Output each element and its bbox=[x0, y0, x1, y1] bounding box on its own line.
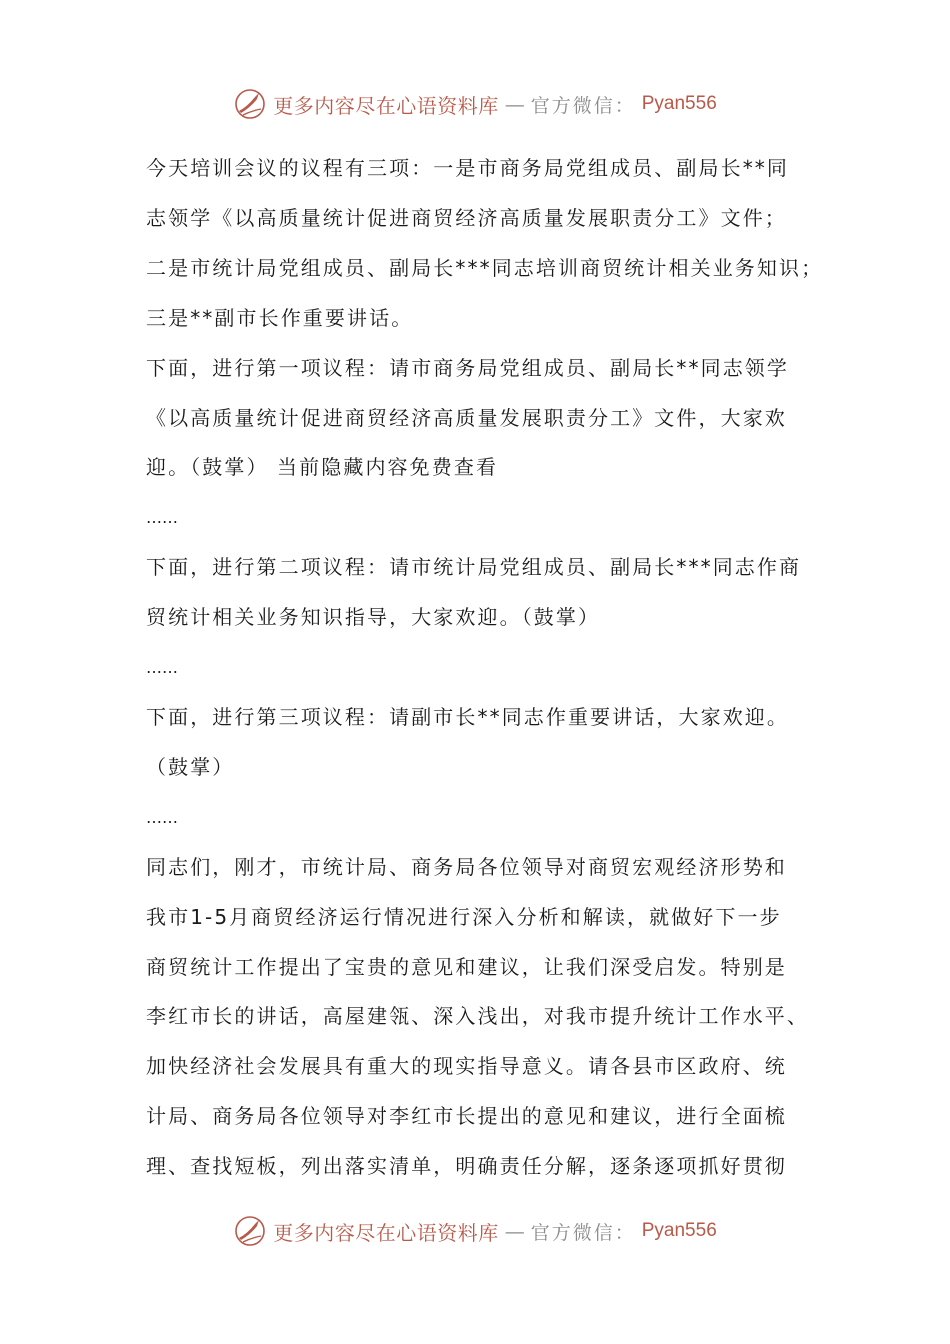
text-line: 计局、商务局各位领导对李红市长提出的意见和建议，进行全面梳 bbox=[146, 1104, 787, 1129]
text-line: 志领学《以高质量统计促进商贸经济高质量发展职责分工》文件； bbox=[146, 205, 787, 230]
text-line: 下面，进行第三项议程：请副市长**同志作重要讲话，大家欢迎。 bbox=[146, 704, 789, 729]
text-line: 贸统计相关业务知识指导，大家欢迎。（鼓掌） bbox=[146, 605, 601, 630]
watermark-label: 官方微信： bbox=[530, 94, 636, 117]
watermark-separator: — bbox=[504, 92, 525, 116]
paragraph-agenda-item-1 bbox=[146, 344, 818, 494]
text-line: 加快经济社会发展具有重大的现实指导意义。请各县市区政府、统 bbox=[146, 1054, 787, 1079]
text-line: 同志们，刚才，市统计局、商务局各位领导对商贸宏观经济形势和 bbox=[146, 854, 787, 879]
text-line: 李红市长的讲话，高屋建瓴、深入浅出，对我市提升统计工作水平、 bbox=[146, 1004, 809, 1029]
footer-watermark bbox=[0, 1211, 950, 1251]
text-line: 下面，进行第二项议程：请市统计局党组成员、副局长***同志作商 bbox=[146, 555, 802, 580]
ellipsis-line: …… bbox=[146, 658, 178, 678]
text-line: 商贸统计工作提出了宝贵的意见和建议，让我们深受启发。特别是 bbox=[146, 954, 787, 979]
paragraph-agenda-item-3 bbox=[146, 693, 818, 793]
watermark-separator: — bbox=[504, 1219, 525, 1243]
watermark-wechat-id: Pyan556 bbox=[641, 93, 717, 114]
watermark-wechat-id: Pyan556 bbox=[641, 1220, 717, 1241]
ellipsis-line: …… bbox=[146, 807, 178, 827]
paragraph-agenda-overview bbox=[146, 144, 824, 344]
text-line: （鼓掌） bbox=[146, 754, 235, 779]
pen-logo-icon bbox=[233, 1214, 267, 1248]
header-watermark bbox=[0, 84, 950, 124]
text-line: 三是**副市长作重要讲话。 bbox=[146, 305, 414, 330]
paragraph-summary bbox=[146, 843, 818, 1192]
text-line: 下面，进行第一项议程：请市商务局党组成员、副局长**同志领学 bbox=[146, 355, 789, 380]
watermark-text: 更多内容尽在心语资料库 bbox=[273, 1220, 499, 1245]
text-line: 二是市统计局党组成员、副局长***同志培训商贸统计相关业务知识； bbox=[146, 255, 824, 280]
text-line: 今天培训会议的议程有三项：一是市商务局党组成员、副局长**同 bbox=[146, 156, 789, 180]
watermark-text: 更多内容尽在心语资料库 bbox=[273, 93, 499, 118]
text-line: 我市1-5月商贸经济运行情况进行深入分析和解读，就做好下一步 bbox=[146, 904, 782, 929]
paragraph-agenda-item-2 bbox=[146, 543, 818, 643]
text-line: 迎。（鼓掌） 当前隐藏内容免费查看 bbox=[146, 455, 499, 480]
document-body bbox=[146, 144, 824, 1192]
watermark-label: 官方微信： bbox=[530, 1221, 636, 1244]
pen-logo-icon bbox=[233, 87, 267, 121]
text-line: 《以高质量统计促进商贸经济高质量发展职责分工》文件，大家欢 bbox=[146, 405, 787, 430]
ellipsis-line: …… bbox=[146, 508, 178, 528]
text-line: 理、查找短板，列出落实清单，明确责任分解，逐条逐项抓好贯彻 bbox=[146, 1154, 787, 1179]
